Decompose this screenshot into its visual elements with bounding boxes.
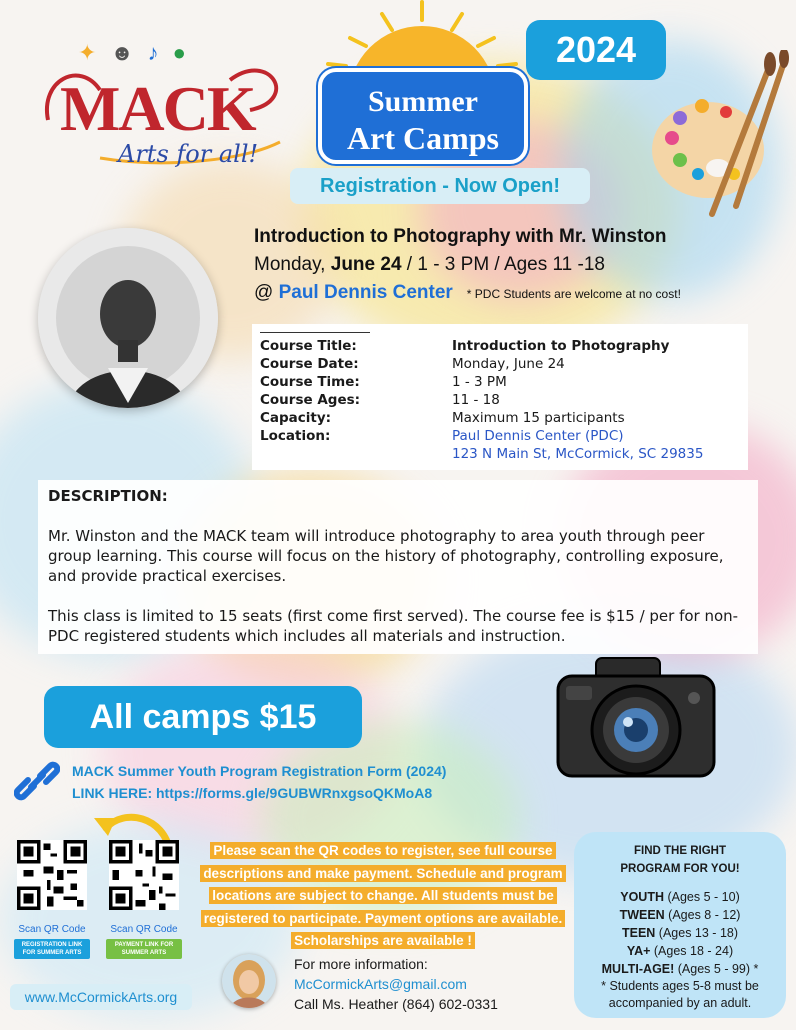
registration-link-tag: REGISTRATION LINK FOR SUMMER ARTS [14, 939, 90, 959]
programs-footnote [574, 978, 786, 1012]
person-photo-icon [222, 954, 276, 1008]
contact-email[interactable]: McCormickArts@gmail.com [294, 976, 467, 992]
location-link[interactable]: Paul Dennis Center (PDC) [452, 428, 624, 444]
registration-qr-block [14, 840, 90, 962]
description-block [38, 480, 758, 654]
program-name: TWEEN [619, 908, 665, 922]
course-headline: Introduction to Photography with Mr. Winston [254, 226, 667, 247]
qr-code-icon[interactable] [109, 840, 179, 910]
course-day: Monday, [254, 254, 331, 275]
course-date: June 24 [330, 254, 402, 275]
description-heading: DESCRIPTION: [48, 487, 168, 505]
row-label: Capacity: [260, 410, 332, 426]
registration-form-link[interactable] [72, 760, 446, 804]
registration-open-banner: Registration - Now Open! [290, 168, 590, 204]
row-value: Introduction to Photography [452, 338, 670, 354]
programs-heading [574, 842, 786, 878]
link-icon [14, 758, 60, 804]
pdc-note: * PDC Students are welcome at no cost! [466, 287, 681, 301]
camera-icon [552, 652, 720, 782]
footnote-line-2: accompanied by an adult. [608, 996, 752, 1010]
course-time-ages: / 1 - 3 PM / Ages 11 -18 [401, 254, 605, 275]
row-label: Location: [260, 428, 331, 444]
registration-form-title[interactable]: MACK Summer Youth Program Registration Form (2024) [72, 763, 447, 779]
table-row [260, 373, 703, 391]
program-name: YOUTH [620, 890, 664, 904]
address-link[interactable]: 123 N Main St, McCormick, SC 29835 [452, 446, 704, 462]
paint-palette-icon [650, 50, 790, 220]
program-list [574, 888, 786, 978]
table-row [260, 391, 703, 409]
notice-text: Please scan the QR codes to register, see full course descriptions and make payment. Schedule and program locations are subject to change. All students must be registered to participate. Payment options are available. Scholarships are available ! [200, 842, 565, 949]
row-value: Maximum 15 participants [452, 410, 625, 426]
list-item [574, 960, 786, 978]
program-ages: (Ages 18 - 24) [650, 944, 734, 958]
course-details-card [252, 324, 748, 470]
table-row [260, 445, 703, 463]
dancer-icon: ✦ [78, 40, 97, 65]
course-location-line [254, 282, 681, 304]
table-row [260, 337, 703, 355]
row-label: Course Ages: [260, 392, 361, 408]
program-name: MULTI-AGE! [601, 962, 675, 976]
divider [260, 332, 370, 333]
title-line-2: Art Camps [347, 120, 499, 156]
person-photo-icon [38, 228, 218, 408]
qr-code-icon[interactable] [17, 840, 87, 910]
program-name: YA+ [626, 944, 651, 958]
programs-heading-line-2: PROGRAM FOR YOU! [620, 863, 740, 875]
table-row [260, 409, 703, 427]
theater-masks-icon: ☻ [110, 40, 134, 65]
scan-label: Scan QR Code [18, 924, 86, 935]
contact-info [294, 954, 498, 1014]
row-label: Course Time: [260, 374, 360, 390]
row-value: 1 - 3 PM [452, 374, 507, 390]
program-ages: (Ages 5 - 10) [664, 890, 740, 904]
row-label: Course Title: [260, 338, 357, 354]
year-badge: 2024 [526, 20, 666, 80]
course-date-line [254, 254, 605, 276]
logo-wordmark: MACK [60, 73, 255, 144]
music-note-icon: ♪ [147, 40, 159, 65]
instructor-portrait [38, 228, 218, 408]
programs-box [574, 832, 786, 1018]
summer-art-camps-title [318, 68, 528, 164]
program-ages: (Ages 8 - 12) [664, 908, 741, 922]
list-item [574, 942, 786, 960]
payment-link-tag: PAYMENT LINK FOR SUMMER ARTS [106, 939, 182, 959]
description-paragraph-2: This class is limited to 15 seats (first come first served). The course fee is $15 / per for non-PDC registered students which includes all materials and instruction. [48, 607, 739, 645]
program-ages: (Ages 5 - 99) * [674, 962, 759, 976]
list-item [574, 906, 786, 924]
contact-heading: For more information: [294, 956, 428, 972]
row-value: Monday, June 24 [452, 356, 565, 372]
program-ages: (Ages 13 - 18) [655, 926, 739, 940]
row-label: Course Date: [260, 356, 359, 372]
program-name: TEEN [621, 926, 656, 940]
price-banner: All camps $15 [44, 686, 362, 748]
list-item [574, 888, 786, 906]
programs-heading-line-1: FIND THE RIGHT [634, 845, 726, 857]
contact-avatar [222, 954, 276, 1008]
payment-qr-block [106, 840, 182, 962]
at-symbol: @ [254, 282, 279, 303]
scan-label: Scan QR Code [110, 924, 178, 935]
website-link[interactable]: www.McCormickArts.org [10, 984, 192, 1010]
contact-phone: Call Ms. Heather (864) 602-0331 [294, 996, 498, 1012]
registration-notice [196, 840, 570, 952]
row-value: 11 - 18 [452, 392, 500, 408]
course-details-table [260, 337, 703, 463]
description-paragraph-1: Mr. Winston and the MACK team will introduce photography to area youth through peer group learning. This course will focus on the history of photography, controlling exposure, and provide practical exercises. [48, 527, 724, 585]
registration-form-url[interactable]: LINK HERE: https://forms.gle/9GUBWRnxgsoQKMoA8 [72, 785, 433, 801]
footnote-line-1: * Students ages 5-8 must be [601, 979, 759, 993]
table-row [260, 355, 703, 373]
logo-tagline: Arts for all! [118, 140, 259, 168]
paint-palette-icon: ● [172, 40, 186, 65]
list-item [574, 924, 786, 942]
table-row [260, 427, 703, 445]
title-line-1: Summer [368, 85, 478, 118]
course-location: Paul Dennis Center [278, 282, 453, 303]
mack-logo [40, 40, 290, 170]
